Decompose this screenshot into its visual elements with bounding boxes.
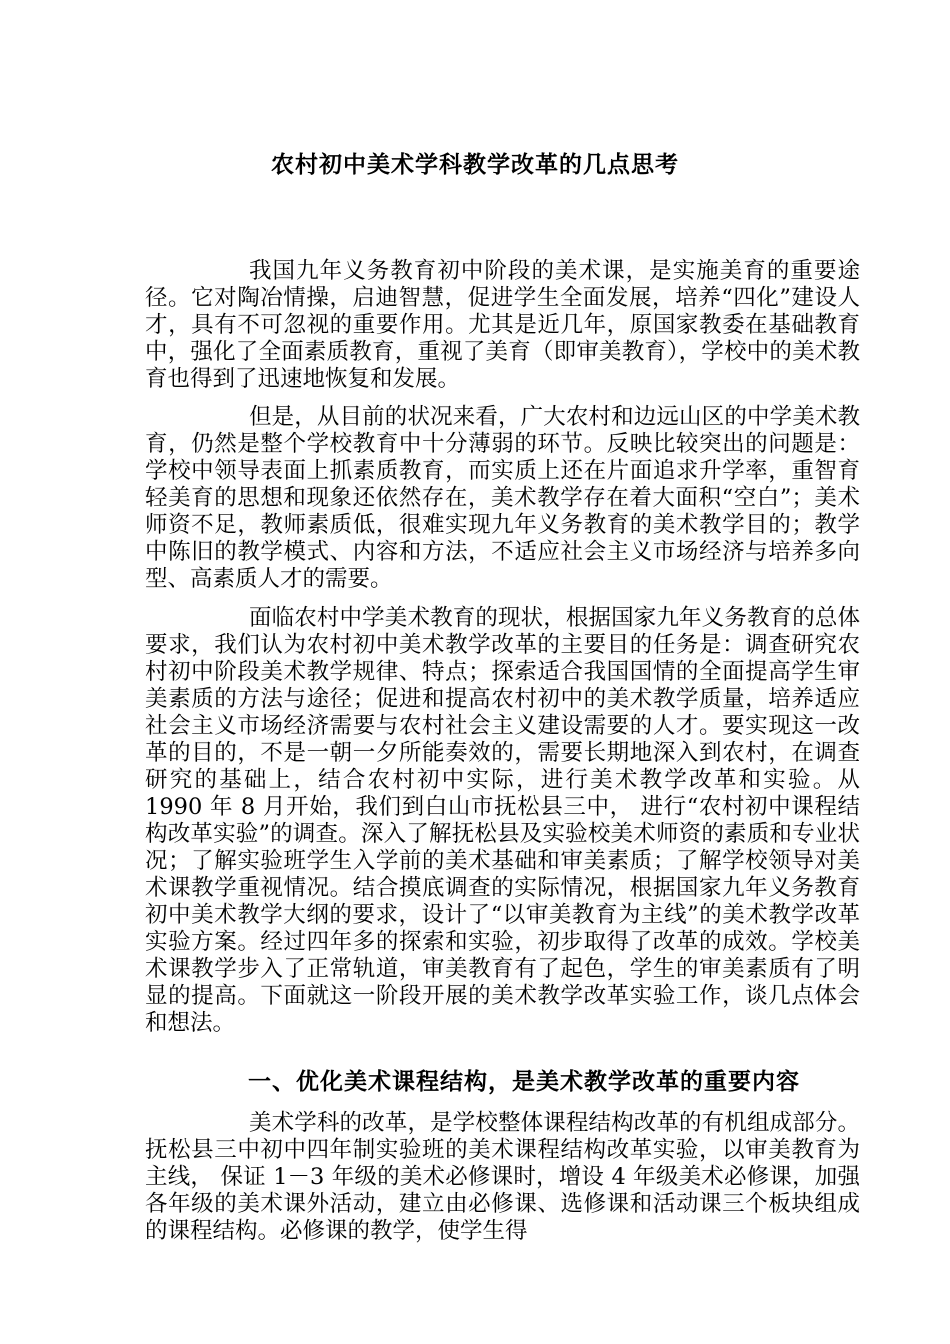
paragraph-tasks: 面临农村中学美术教育的现状，根据国家九年义务教育的总体要求，我们认为农村初中美术教学改革的主要目的任务是：调查研究农村初中阶段美术教学规律、特点；探索适合我国国情的全面提高学生审美素质的方法与途径；促进和提高农村初中的美术教学质量，培养适应社会主义市场经济需要与农村社会主义建设需要的人才。要实现这一改革的目的，不是一朝一夕所能奏效的，需要长期地深入到农村，在调查研究的基础上，结合农村初中实际，进行美术教学改革和实验。从 1990 年 8 月开始，我们到白山市抚松县三中， 进行“农村初中课程结构改革实验”的调查。深入了解抚松县及实验校美术师资的素质和专业状况；了解实验班学生入学前的美术基础和审美素质；了解学校领导对美术课教学重视情况。结合摸底调查的实际情况，根据国家九年义务教育初中美术教学大纲的要求，设计了“以审美教育为主线”的美术教学改革实验方案。经过四年多的探索和实验，初步取得了改革的成效。学校美术课教学步入了正常轨道，审美教育有了起色，学生的审美素质有了明显的提高。下面就这一阶段开展的美术教学改革实验工作，谈几点体会和想法。 (145, 605, 860, 1036)
paragraph-intro: 我国九年义务教育初中阶段的美术课，是实施美育的重要途径。它对陶冶情操，启迪智慧，促进学生全面发展，培养“四化”建设人才，具有不可忽视的重要作用。尤其是近几年，原国家教委在基础教育中，强化了全面素质教育，重视了美育（即审美教育），学校中的美术教育也得到了迅速地恢复和发展。 (145, 258, 860, 392)
paragraph-curriculum: 美术学科的改革，是学校整体课程结构改革的有机组成部分。抚松县三中初中四年制实验班的美术课程结构改革实验，以审美教育为主线， 保证 1－3 年级的美术必修课时，增设 4 年级美术必修课，加强各年级的美术课外活动，建立由必修课、选修课和活动课三个板块组成的课程结构。必修课的教学，使学生得 (145, 1110, 860, 1244)
paragraph-problems: 但是，从目前的状况来看，广大农村和边远山区的中学美术教育，仍然是整个学校教育中十分薄弱的环节。反映比较突出的问题是：学校中领导表面上抓素质教育，而实质上还在片面追求升学率，重智育轻美育的思想和现象还依然存在，美术教学存在着大面积“空白”；美术师资不足，教师素质低，很难实现九年义务教育的美术教学目的；教学中陈旧的教学模式、内容和方法，不适应社会主义市场经济与培养多向型、高素质人才的需要。 (145, 404, 860, 592)
section-heading: 一、优化美术课程结构，是美术教学改革的重要内容 (248, 1068, 800, 1095)
document-title: 农村初中美术学科教学改革的几点思考 (271, 151, 679, 178)
